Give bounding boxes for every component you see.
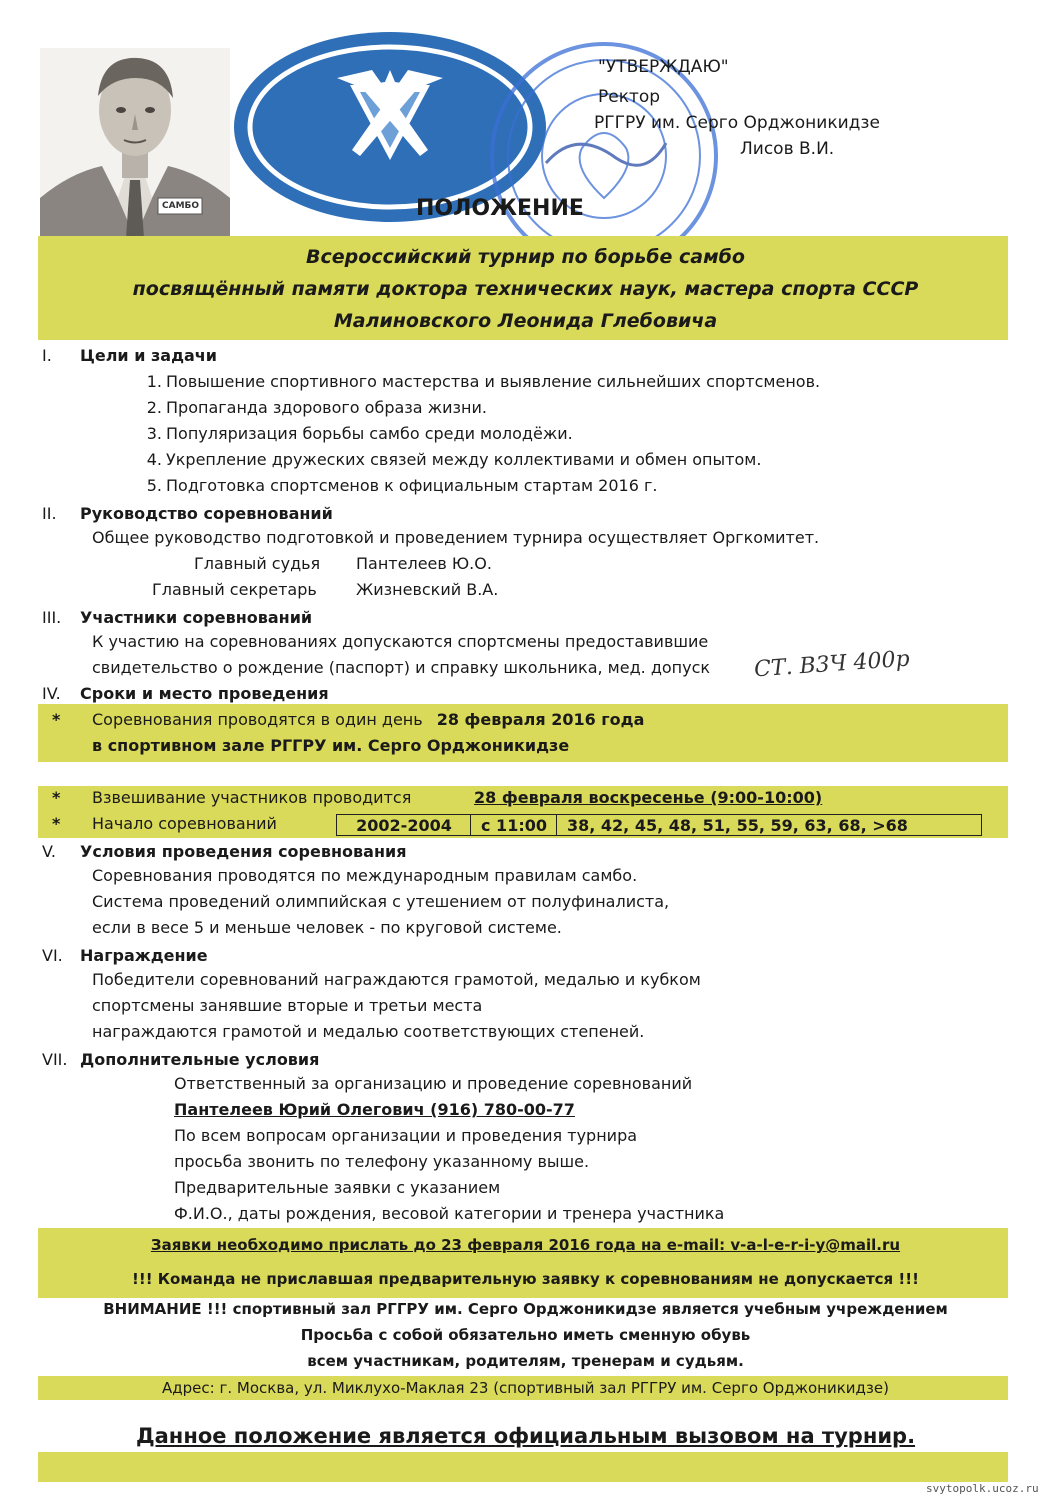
chief-secretary-label: Главный секретарь — [152, 580, 317, 599]
section-3-title: Участники соревнований — [80, 608, 313, 627]
awards-line-3: награждаются грамотой и медалью соответствующих степеней. — [92, 1022, 645, 1041]
awards-line-1: Победители соревнований награждаются грамотой, медалью и кубком — [92, 970, 701, 989]
extra-line-5: Ф.И.О., даты рождения, весовой категории и тренера участника — [174, 1204, 725, 1223]
section-6-title: Награждение — [80, 946, 208, 965]
schedule-star-1: * — [52, 710, 61, 729]
official-band — [38, 1452, 1008, 1482]
goal-item-3: 3. Популяризация борьбы самбо среди молодёжи. — [146, 424, 573, 443]
goal-item-2: 2. Пропаганда здорового образа жизни. — [146, 398, 487, 417]
extra-line-4: Предварительные заявки с указанием — [174, 1178, 501, 1197]
handwritten-note: СТ. В3Ч 400р — [753, 646, 911, 683]
section-5-title: Условия проведения соревнования — [80, 842, 407, 861]
start-label: Начало соревнований — [92, 814, 277, 833]
section-2-title: Руководство соревнований — [80, 504, 333, 523]
schedule-line-2: в спортивном зале РГГРУ им. Серго Орджоникидзе — [92, 736, 570, 755]
subtitle-line-3: Малиновского Леонида Глебовича — [333, 310, 718, 332]
start-years-cell: 2002-2004 — [336, 814, 472, 836]
page-title: ПОЛОЖЕНИЕ — [416, 196, 584, 221]
goal-item-5: 5. Подготовка спортсменов к официальным стартам 2016 г. — [146, 476, 658, 495]
weigh-in-label: Взвешивание участников проводится — [92, 788, 412, 807]
portrait-badge-text: САМБО — [162, 201, 200, 211]
address-line: Адрес: г. Москва, ул. Миклухо-Маклая 23 (спортивный зал РГГРУ им. Серго Орджоникидзе) — [162, 1379, 889, 1397]
section-1-number: I. — [42, 346, 52, 365]
extra-line-1: Ответственный за организацию и проведение соревнований — [174, 1074, 693, 1093]
start-weights-cell: 38, 42, 45, 48, 51, 55, 59, 63, 68, >68 — [556, 814, 982, 836]
portrait-image — [40, 48, 230, 238]
section-7-number: VII. — [42, 1050, 68, 1069]
attention-line-1: ВНИМАНИЕ !!! спортивный зал РГГРУ им. Серго Орджоникидзе является учебным учреждением — [103, 1300, 948, 1318]
awards-line-2: спортсмены занявшие вторые и третьи места — [92, 996, 483, 1015]
start-star: * — [52, 814, 61, 833]
section-4-title: Сроки и место проведения — [80, 684, 329, 703]
subtitle-line-2: посвящённый памяти доктора технических наук, мастера спорта СССР — [132, 278, 919, 300]
approval-line-1: "УТВЕРЖДАЮ" — [598, 57, 729, 77]
chief-judge-label: Главный судья — [194, 554, 321, 573]
schedule-line-1: Соревнования проводятся в один день 28 февраля 2016 года — [92, 710, 645, 729]
goal-item-1: 1. Повышение спортивного мастерства и выявление сильнейших спортсменов. — [146, 372, 821, 391]
section-5-number: V. — [42, 842, 56, 861]
conditions-line-1: Соревнования проводятся по международным правилам самбо. — [92, 866, 638, 885]
weigh-in-value: 28 февраля воскресенье (9:00-10:00) — [474, 788, 823, 807]
contact-person: Пантелеев Юрий Олегович (916) 780-00-77 — [174, 1100, 575, 1119]
section-4-number: IV. — [42, 684, 61, 703]
attention-line-3: всем участникам, родителям, тренерам и судьям. — [307, 1352, 744, 1370]
approval-line-4: Лисов В.И. — [740, 139, 835, 159]
conditions-line-2: Система проведений олимпийская с утешением от полуфиналиста, — [92, 892, 670, 911]
official-call: Данное положение является официальным вызовом на турнир. — [135, 1424, 916, 1448]
section-2-number: II. — [42, 504, 57, 523]
chief-judge-name: Пантелеев Ю.О. — [356, 554, 492, 573]
section-3-number: III. — [42, 608, 62, 627]
site-watermark: svytopolk.ucoz.ru — [926, 1482, 1039, 1495]
participants-line-1: К участию на соревнованиях допускаются спортсмены предоставившие — [92, 632, 709, 651]
section-6-number: VI. — [42, 946, 63, 965]
goal-item-4: 4. Укрепление дружеских связей между коллективами и обмен опытом. — [146, 450, 762, 469]
deadline-notice: Заявки необходимо прислать до 23 февраля 2016 года на e-mail: v-a-l-e-r-i-y@mail.ru — [150, 1236, 901, 1254]
start-time-cell: с 11:00 — [470, 814, 558, 836]
conditions-line-3: если в весе 5 и меньше человек - по круговой системе. — [92, 918, 562, 937]
chief-secretary-name: Жизневский В.А. — [356, 580, 499, 599]
approval-line-2: Ректор — [598, 87, 661, 107]
extra-line-3: просьба звонить по телефону указанному выше. — [174, 1152, 590, 1171]
weigh-in-star: * — [52, 788, 61, 807]
approval-line-3: РГГРУ им. Серго Орджоникидзе — [594, 113, 880, 133]
section-1-title: Цели и задачи — [80, 346, 217, 365]
subtitle-line-1: Всероссийский турнир по борьбе самбо — [306, 246, 745, 268]
attention-line-2: Просьба с собой обязательно иметь сменную обувь — [300, 1326, 751, 1344]
extra-line-2: По всем вопросам организации и проведения турнира — [174, 1126, 638, 1145]
warning-notice: !!! Команда не приславшая предварительную заявку к соревнованиям не допускается !!! — [132, 1270, 919, 1288]
participants-line-2: свидетельство о рождение (паспорт) и справку школьника, мед. допуск — [92, 658, 711, 677]
section-7-title: Дополнительные условия — [80, 1050, 320, 1069]
management-text: Общее руководство подготовкой и проведением турнира осуществляет Оргкомитет. — [92, 528, 820, 547]
